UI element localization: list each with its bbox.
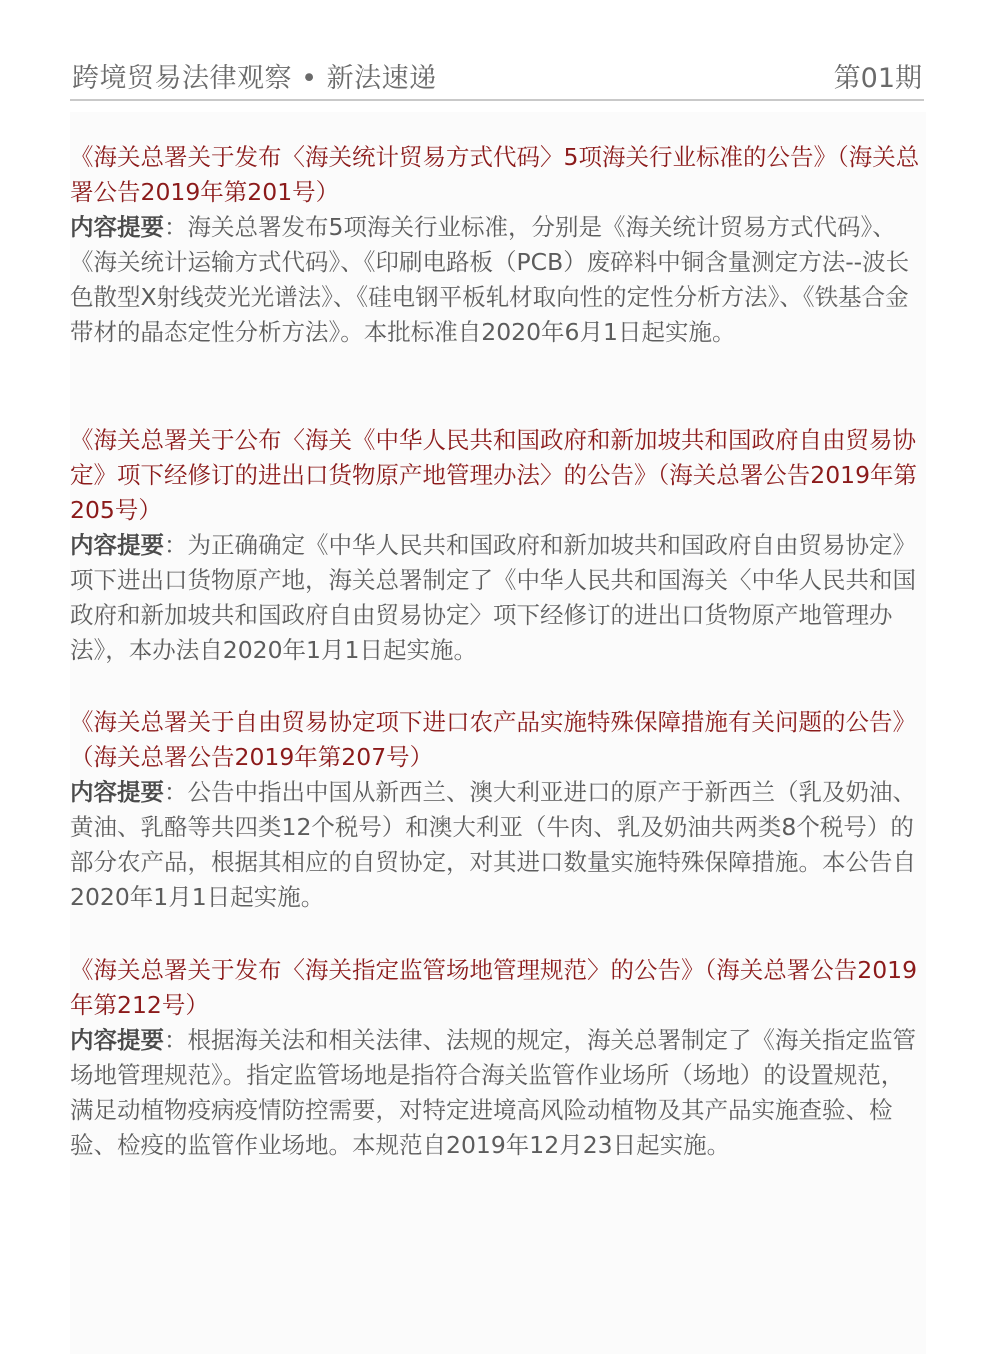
notice-title: 《海关总署关于发布〈海关统计贸易方式代码〉5项海关行业标准的公告》（海关总署公告2019年第201号） (70, 143, 920, 206)
summary-label: 内容提要 (70, 1026, 164, 1054)
summary-text: ：公告中指出中国从新西兰、澳大利亚进口的原产于新西兰（乳及奶油、黄油、乳酪等共四类12个税号）和澳大利亚（牛肉、乳及奶油共两类8个税号）的部分农产品，根据其相应的自贸协定，对其进口数量实施特殊保障措施。本公告自2020年1月1日起实施。 (70, 778, 916, 911)
summary-label: 内容提要 (70, 531, 164, 559)
notice-title: 《海关总署关于自由贸易协定项下进口农产品实施特殊保障措施有关问题的公告》（海关总署公告2019年第207号） (70, 708, 916, 771)
summary-text: ：海关总署发布5项海关行业标准，分别是《海关统计贸易方式代码》、《海关统计运输方式代码》、《印刷电路板（PCB）废碎料中铜含量测定方法--波长色散型X射线荧光光谱法》、《硅电钢平板轧材取向性的定性分析方法》、《铁基合金带材的晶态定性分析方法》。本批标准自2020年6月1日起实施。 (70, 213, 910, 346)
summary-text: ：为正确确定《中华人民共和国政府和新加坡共和国政府自由贸易协定》项下进出口货物原产地，海关总署制定了《中华人民共和国海关〈中华人民共和国政府和新加坡共和国政府自由贸易协定〉项下经修订的进出口货物原产地管理办法》，本办法自2020年1月1日起实施。 (70, 531, 916, 664)
issue-number: 第01期 (833, 63, 922, 94)
notice-summary (70, 528, 920, 668)
summary-label: 内容提要 (70, 213, 164, 241)
notice-title: 《海关总署关于公布〈海关《中华人民共和国政府和新加坡共和国政府自由贸易协定》项下经修订的进出口货物原产地管理办法〉的公告》（海关总署公告2019年第205号） (70, 426, 918, 524)
notice-summary (70, 775, 920, 915)
notice-entry (70, 140, 920, 350)
newsletter-title: 跨境贸易法律观察 • 新法速递 (72, 63, 437, 94)
notice-entry (70, 423, 920, 668)
notice-title: 《海关总署关于发布〈海关指定监管场地管理规范〉的公告》（海关总署公告2019年第212号） (70, 956, 918, 1019)
notice-summary (70, 1023, 920, 1163)
notice-entry (70, 953, 920, 1163)
content-area (70, 112, 926, 1354)
notice-entry (70, 705, 920, 915)
notice-summary (70, 210, 920, 350)
summary-label: 内容提要 (70, 778, 164, 806)
summary-text: ：根据海关法和相关法律、法规的规定，海关总署制定了《海关指定监管场地管理规范》。指定监管场地是指符合海关监管作业场所（场地）的设置规范，满足动植物疫病疫情防控需要，对特定进境高风险动植物及其产品实施查验、检验、检疫的监管作业场地。本规范自2019年12月23日起实施。 (70, 1026, 916, 1159)
page-header (70, 52, 924, 101)
